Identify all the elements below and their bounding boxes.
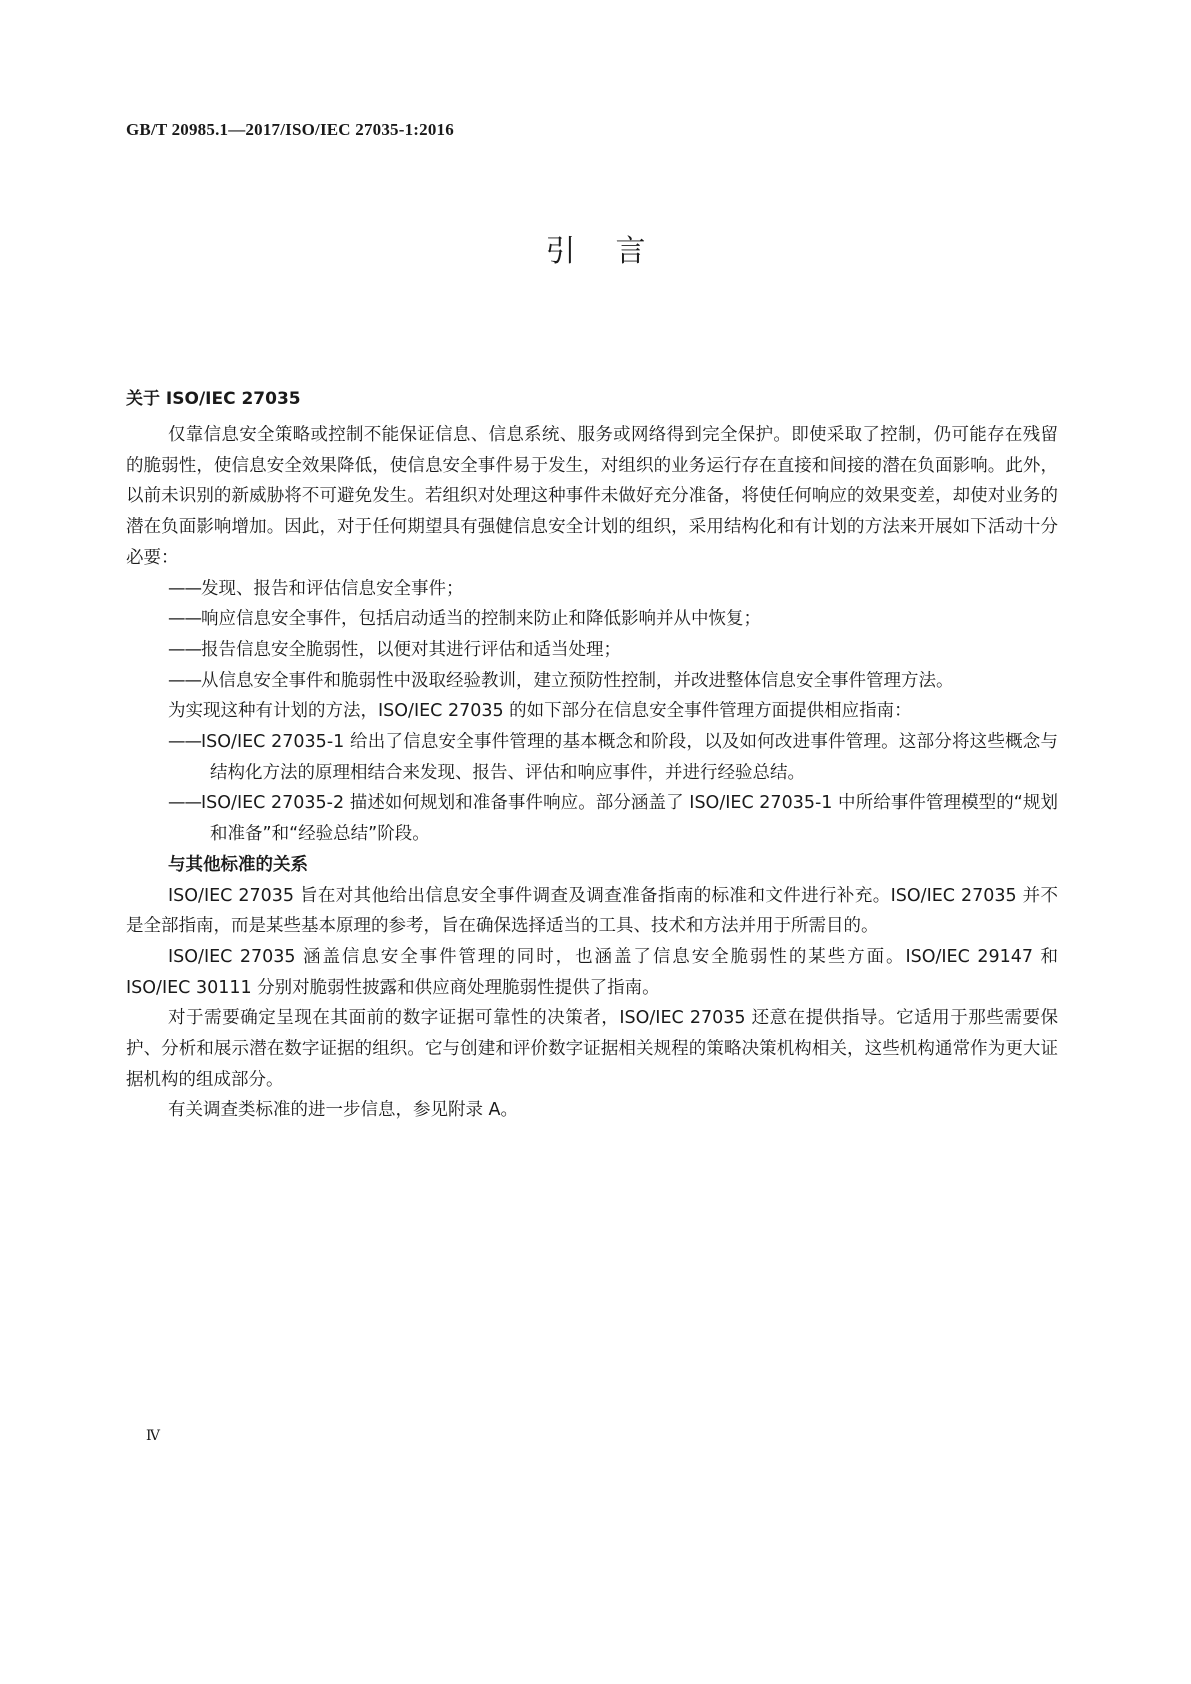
subheading-relation: 与其他标准的关系 xyxy=(168,854,308,875)
body-text xyxy=(126,420,1058,1126)
relation-paragraph: 有关调查类标准的进一步信息，参见附录 A。 xyxy=(168,1100,519,1121)
activity-text: 从信息安全事件和脆弱性中汲取经验教训，建立预防性控制，并改进整体信息安全事件管理方法。 xyxy=(201,670,954,691)
parts-intro: 为实现这种有计划的方法，ISO/IEC 27035 的如下部分在信息安全事件管理方面提供相应指南： xyxy=(168,701,912,722)
activity-item xyxy=(168,666,1058,697)
intro-paragraph: 仅靠信息安全策略或控制不能保证信息、信息系统、服务或网络得到完全保护。即使采取了控制，仍可能存在残留的脆弱性，使信息安全效果降低，使信息安全事件易于发生，对组织的业务运行存在直接和间接的潜在负面影响。此外，以前未识别的新威胁将不可避免发生。若组织对处理这种事件未做好充分准备，将使任何响应的效果变差，却使对业务的潜在负面影响增加。因此，对于任何期望具有强健信息安全计划的组织，采用结构化和有计划的方法来开展如下活动十分必要： xyxy=(126,425,1058,568)
dash-mark: —— xyxy=(168,732,201,753)
dash-mark: —— xyxy=(168,793,201,814)
page-title: 引言 xyxy=(545,234,686,269)
activity-item xyxy=(168,574,1058,605)
dash-mark: —— xyxy=(168,609,201,630)
dash-mark: —— xyxy=(168,670,201,691)
standard-number-header: GB/T 20985.1—2017/ISO/IEC 27035-1:2016 xyxy=(126,120,454,139)
relation-paragraph: ISO/IEC 27035 涵盖信息安全事件管理的同时，也涵盖了信息安全脆弱性的某些方面。ISO/IEC 29147 和 ISO/IEC 30111 分别对脆弱性披露和供应商处理脆弱性提供了指南。 xyxy=(126,946,1058,998)
part-item xyxy=(168,727,1058,788)
part-text: ISO/IEC 27035-2 描述如何规划和准备事件响应。部分涵盖了 ISO/IEC 27035-1 中所给事件管理模型的“规划和准备”和“经验总结”阶段。 xyxy=(201,793,1058,845)
part-text: ISO/IEC 27035-1 给出了信息安全事件管理的基本概念和阶段，以及如何改进事件管理。这部分将这些概念与结构化方法的原理相结合来发现、报告、评估和响应事件，并进行经验总结。 xyxy=(201,732,1058,783)
relation-paragraph: ISO/IEC 27035 旨在对其他给出信息安全事件调查及调查准备指南的标准和文件进行补充。ISO/IEC 27035 并不是全部指南，而是某些基本原理的参考，旨在确保选择适当的工具、技术和方法并用于所需目的。 xyxy=(126,885,1058,937)
activity-text: 响应信息安全事件，包括启动适当的控制来防止和降低影响并从中恢复； xyxy=(201,609,761,630)
activity-text: 报告信息安全脆弱性，以便对其进行评估和适当处理； xyxy=(201,639,621,660)
dash-mark: —— xyxy=(168,639,201,660)
activity-text: 发现、报告和评估信息安全事件； xyxy=(201,578,464,599)
section-heading: 关于 ISO/IEC 27035 xyxy=(126,389,301,409)
activity-item xyxy=(168,635,1058,666)
relation-paragraph: 对于需要确定呈现在其面前的数字证据可靠性的决策者，ISO/IEC 27035 还意在提供指导。它适用于那些需要保护、分析和展示潜在数字证据的组织。它与创建和评价数字证据相关规程的策略决策机构相关，这些机构通常作为更大证据机构的组成部分。 xyxy=(126,1008,1058,1090)
dash-mark: —— xyxy=(168,578,201,599)
activity-item xyxy=(168,604,1058,635)
page-number: Ⅳ xyxy=(146,1429,160,1444)
part-item xyxy=(168,788,1058,849)
